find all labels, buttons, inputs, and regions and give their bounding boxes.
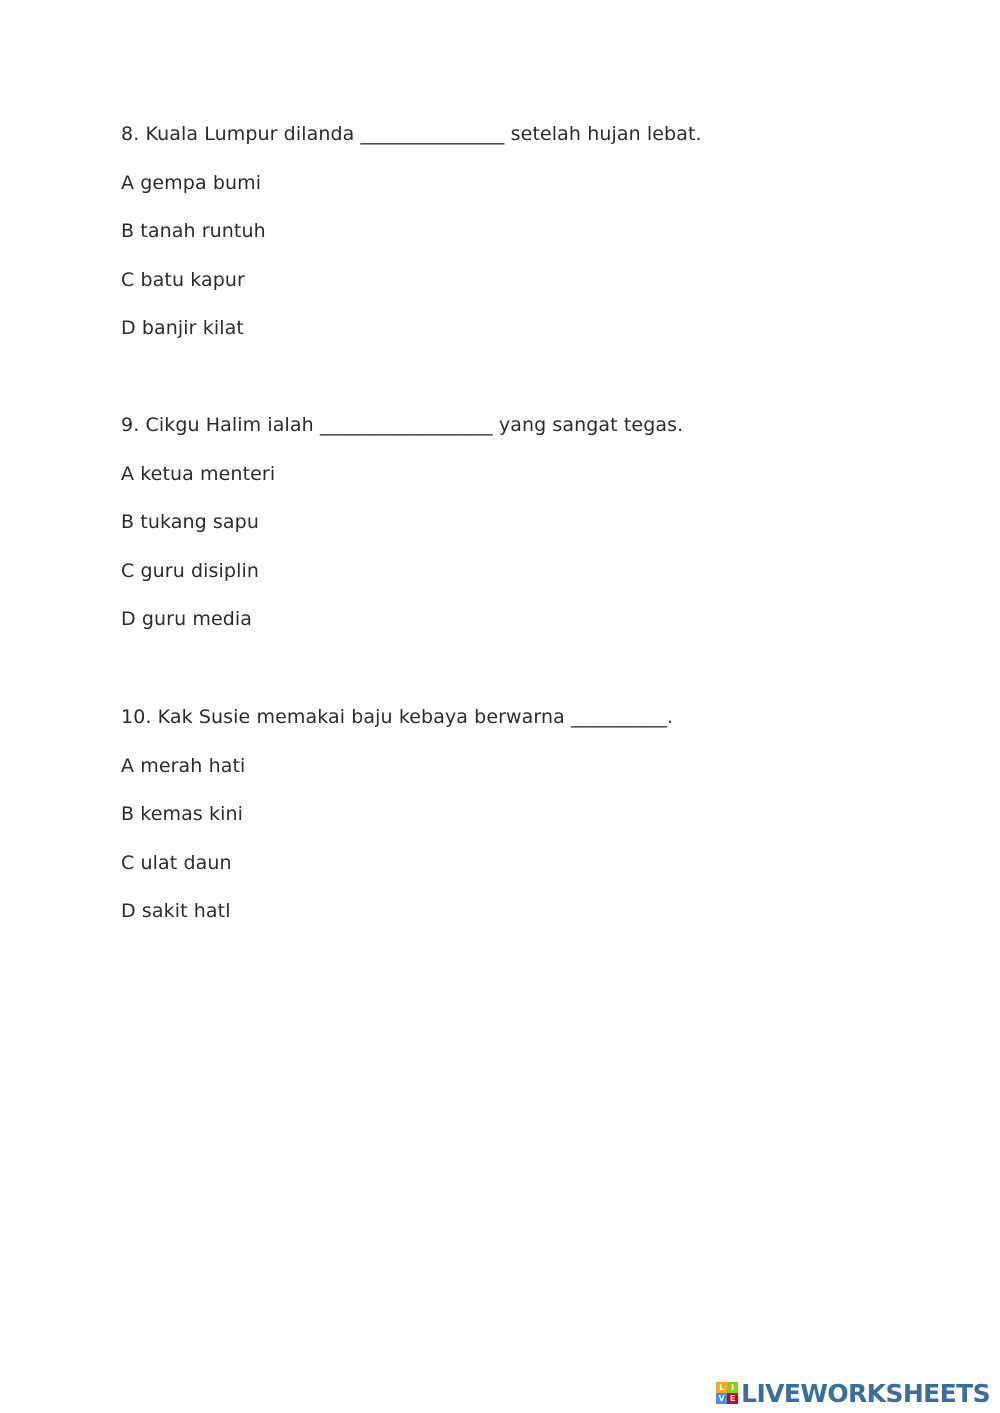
option-b: B kemas kini — [121, 803, 243, 825]
logo-tile-i: I — [727, 1382, 738, 1393]
option-c: C ulat daun — [121, 851, 232, 874]
question-text: 10. Kak Susie memakai baju kebaya berwarna __________. — [121, 706, 674, 728]
option-c: C guru disiplin — [121, 559, 259, 582]
option-a: A ketua menteri — [121, 462, 276, 485]
option-b: B tukang sapu — [121, 511, 259, 533]
question-9 — [121, 411, 683, 654]
option-a: A gempa bumi — [121, 171, 262, 194]
liveworksheets-logo-icon — [716, 1382, 738, 1404]
option-b: B tanah runtuh — [121, 220, 266, 242]
liveworksheets-logo-text: LIVEWORKSHEETS — [741, 1378, 990, 1408]
question-10 — [121, 703, 673, 946]
option-c: C batu kapur — [121, 268, 245, 291]
question-text: 8. Kuala Lumpur dilanda _______________ setelah hujan lebat. — [121, 123, 702, 145]
logo-tile-v: V — [716, 1393, 727, 1404]
logo-tile-e: E — [727, 1393, 738, 1404]
option-d: D sakit hatl — [121, 900, 231, 922]
option-d: D banjir kilat — [121, 317, 244, 339]
option-d: D guru media — [121, 608, 253, 630]
liveworksheets-logo — [716, 1379, 990, 1407]
option-a: A merah hati — [121, 754, 246, 777]
question-text: 9. Cikgu Halim ialah __________________ yang sangat tegas. — [121, 414, 684, 436]
question-8 — [121, 120, 702, 363]
logo-tile-l: L — [716, 1382, 727, 1393]
